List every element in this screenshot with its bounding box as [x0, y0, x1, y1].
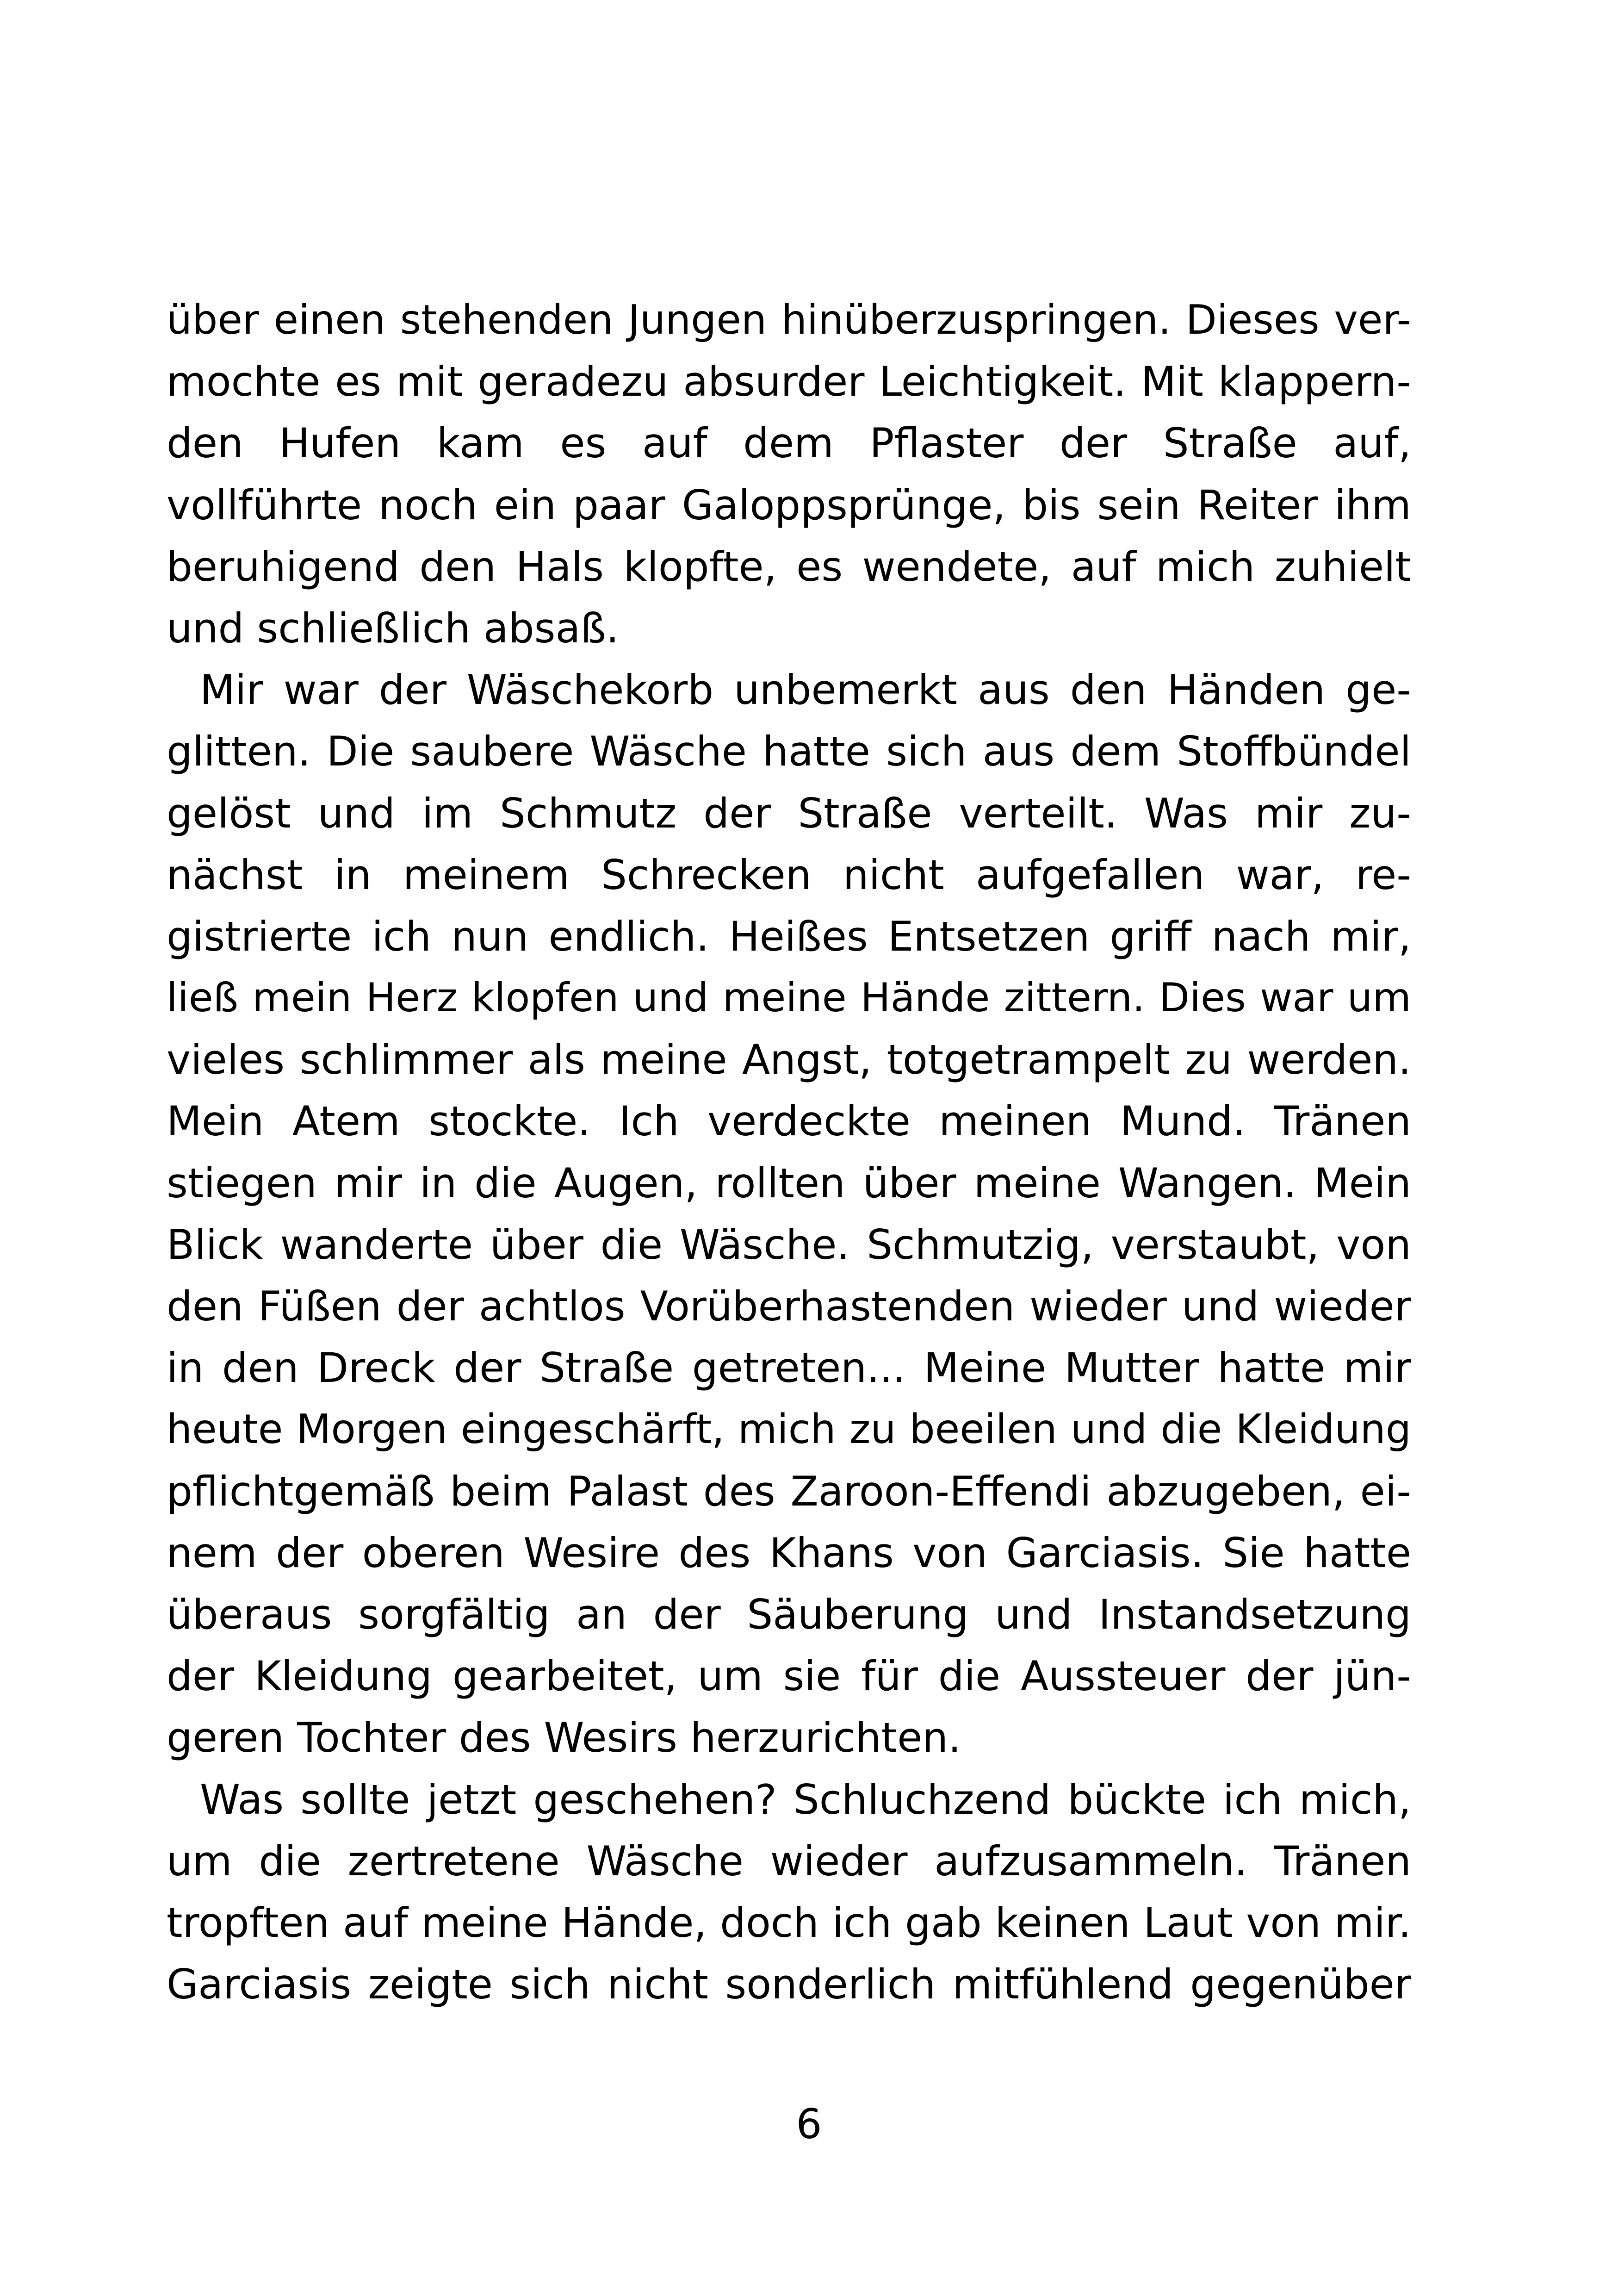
text-line: Mein Atem stockte. Ich verdeckte meinen Mund. Tränen: [167, 1097, 1411, 1145]
text-line: nächst in meinem Schrecken nicht aufgefallen war, re-: [167, 851, 1411, 899]
text-line: nem der oberen Wesire des Khans von Garciasis. Sie hatte: [167, 1529, 1411, 1577]
text-line: in den Dreck der Straße getreten... Meine Mutter hatte mir: [167, 1344, 1411, 1392]
text-line: geren Tochter des Wesirs herzurichten.: [167, 1714, 961, 1762]
text-line: ließ mein Herz klopfen und meine Hände zittern. Dies war um: [167, 975, 1411, 1021]
text-line: Blick wanderte über die Wäsche. Schmutzig, verstaubt, von: [167, 1220, 1411, 1269]
text-line: über einen stehenden Jungen hinüberzuspringen. Dieses ver-: [167, 296, 1411, 343]
text-line: tropften auf meine Hände, doch ich gab keinen Laut von mir.: [167, 1898, 1411, 1947]
text-line: mochte es mit geradezu absurder Leichtigkeit. Mit klappern-: [167, 358, 1411, 406]
text-line: stiegen mir in die Augen, rollten über meine Wangen. Mein: [167, 1159, 1411, 1207]
text-line: Was sollte jetzt geschehen? Schluchzend bückte ich mich,: [200, 1775, 1411, 1823]
text-line: überaus sorgfältig an der Säuberung und Instandsetzung: [167, 1590, 1411, 1638]
text-line: vieles schlimmer als meine Angst, totgetrampelt zu werden.: [167, 1036, 1411, 1084]
page-number: 6: [796, 2100, 822, 2148]
text-line: beruhigend den Hals klopfte, es wendete, auf mich zuhielt: [167, 542, 1411, 591]
text-line: den Füßen der achtlos Vorüberhastenden wieder und wieder: [167, 1282, 1411, 1330]
body-text: [167, 289, 1411, 2015]
text-line: gelöst und im Schmutz der Straße verteilt. Was mir zu-: [167, 789, 1411, 837]
text-line: der Kleidung gearbeitet, um sie für die Aussteuer der jün-: [167, 1652, 1411, 1700]
text-line: vollführte noch ein paar Galoppsprünge, bis sein Reiter ihm: [167, 481, 1411, 529]
text-line: Mir war der Wäschekorb unbemerkt aus den Händen ge-: [200, 666, 1411, 714]
text-line: glitten. Die saubere Wäsche hatte sich aus dem Stoffbündel: [167, 728, 1411, 776]
text-line: um die zertretene Wäsche wieder aufzusammeln. Tränen: [167, 1837, 1411, 1885]
text-line: heute Morgen eingeschärft, mich zu beeilen und die Kleidung: [167, 1406, 1411, 1453]
text-line: pflichtgemäß beim Palast des Zaroon-Effendi abzugeben, ei-: [167, 1467, 1411, 1515]
text-line: gistrierte ich nun endlich. Heißes Entsetzen griff nach mir,: [167, 912, 1411, 960]
text-line: Garciasis zeigte sich nicht sonderlich mitfühlend gegenüber: [167, 1960, 1411, 2009]
text-line: den Hufen kam es auf dem Pflaster der Straße auf,: [167, 419, 1411, 467]
text-line: und schließlich absaß.: [167, 604, 619, 652]
